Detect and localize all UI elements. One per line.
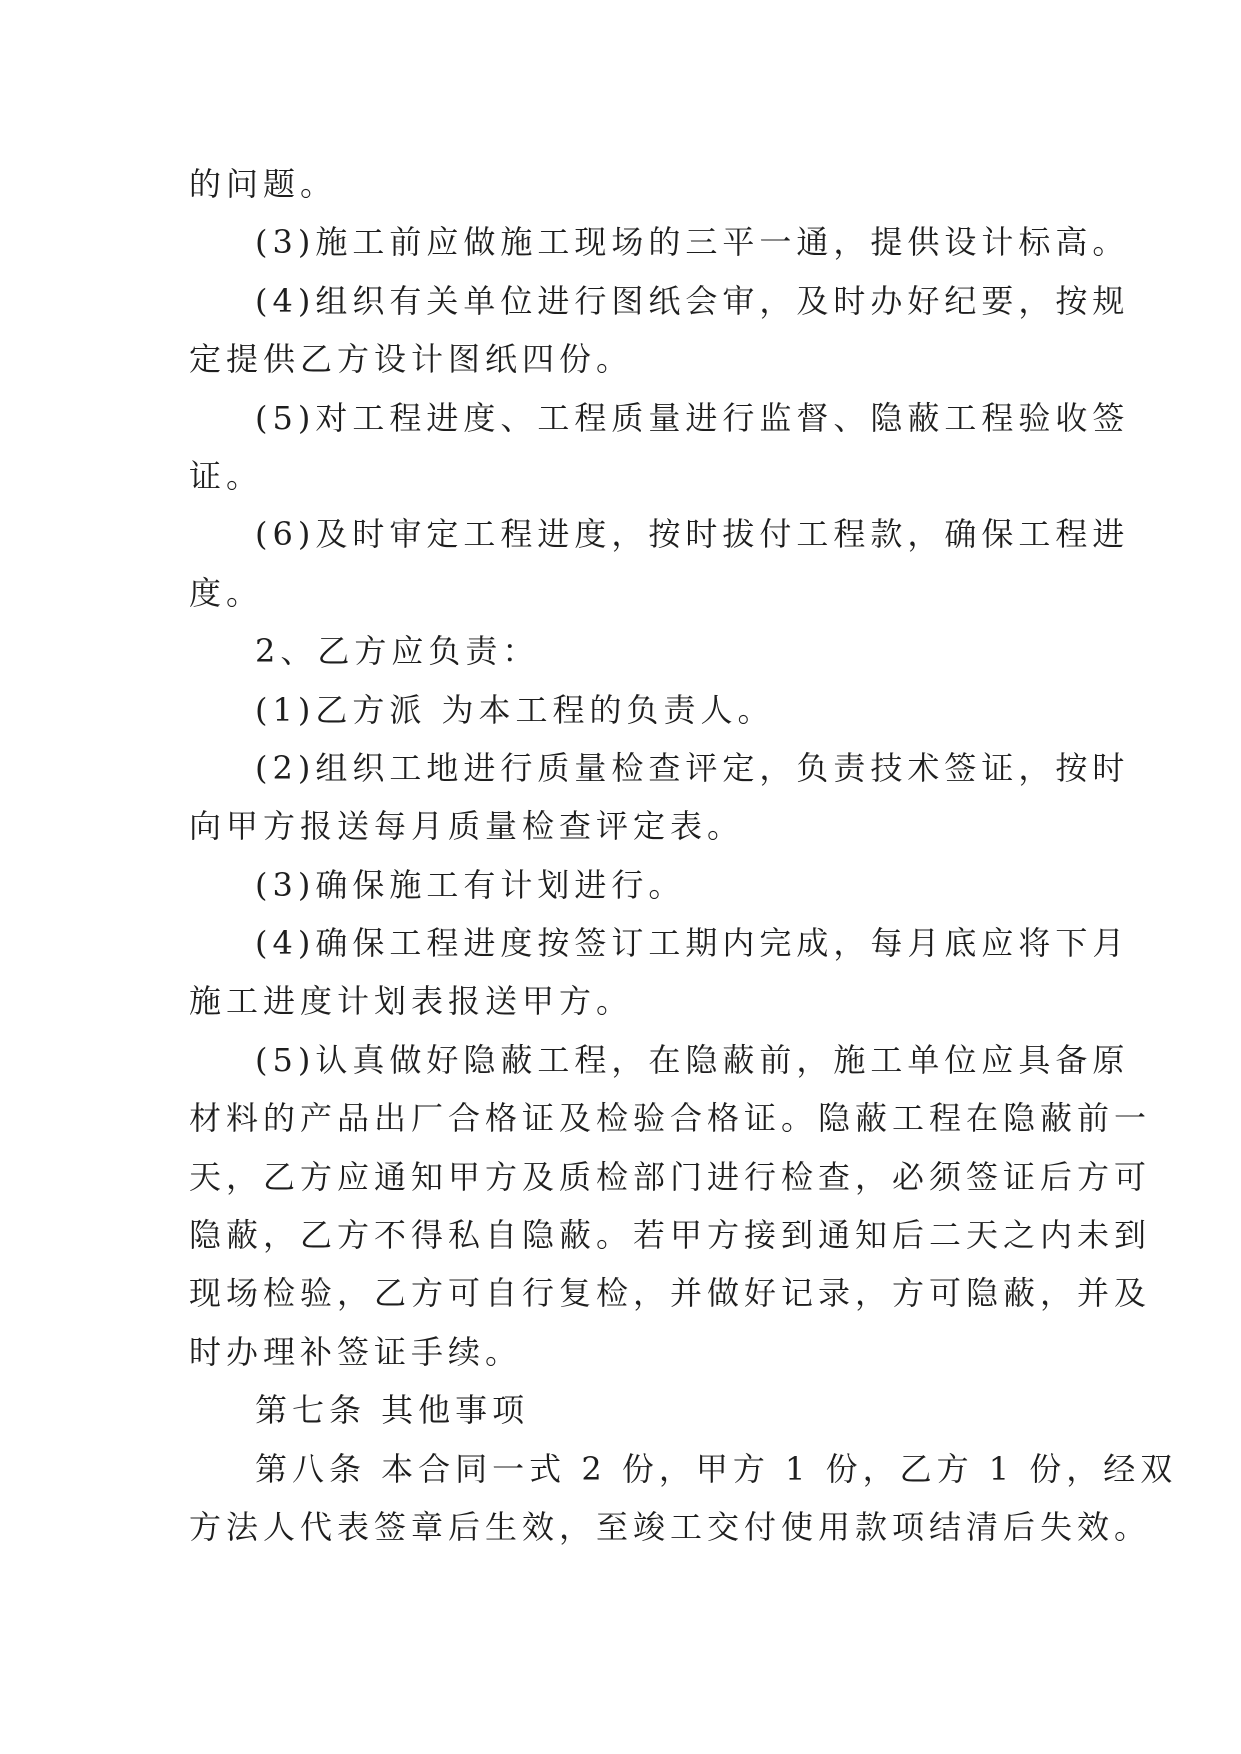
text-line: 施工进度计划表报送甲方。 (189, 982, 634, 1021)
text-line: 定提供乙方设计图纸四份。 (189, 340, 634, 379)
text-line: 向甲方报送每月质量检查评定表。 (189, 807, 745, 846)
text-line: 度。 (189, 573, 264, 612)
text-line: 天，乙方应通知甲方及质检部门进行检查，必须签证后方可 (189, 1157, 1152, 1196)
text-line: 时办理补签证手续。 (189, 1332, 523, 1371)
text-line: 现场检验，乙方可自行复检，并做好记录，方可隐蔽，并及 (189, 1274, 1152, 1313)
text-line: (3)确保施工有计划进行。 (255, 865, 686, 904)
text-line: (2)组织工地进行质量检查评定，负责技术签证，按时 (255, 748, 1130, 787)
text-line: 的问题。 (189, 165, 338, 203)
text-line: (4)组织有关单位进行图纸会审，及时办好纪要，按规 (255, 281, 1130, 320)
text-line: 2、乙方应负责： (255, 632, 540, 671)
text-line: (3)施工前应做施工现场的三平一通，提供设计标高。 (255, 223, 1130, 262)
text-line: 方法人代表签章后生效，至竣工交付使用款项结清后失效。 (189, 1507, 1152, 1546)
text-line: 证。 (189, 456, 264, 495)
text-line: 第七条 其他事项 (255, 1391, 530, 1430)
text-line: 第八条 本合同一式 2 份，甲方 1 份，乙方 1 份，经双 (255, 1449, 1178, 1488)
text-line: (5)认真做好隐蔽工程，在隐蔽前，施工单位应具备原 (255, 1040, 1130, 1079)
text-line: 隐蔽，乙方不得私自隐蔽。若甲方接到通知后二天之内未到 (189, 1216, 1152, 1255)
text-line: (6)及时审定工程进度，按时拔付工程款，确保工程进 (255, 515, 1130, 554)
text-line: (5)对工程进度、工程质量进行监督、隐蔽工程验收签 (255, 398, 1130, 437)
text-line: (1)乙方派 为本工程的负责人。 (255, 690, 775, 729)
text-line: 材料的产品出厂合格证及检验合格证。隐蔽工程在隐蔽前一 (189, 1099, 1152, 1138)
text-line: (4)确保工程进度按签订工期内完成，每月底应将下月 (255, 924, 1130, 963)
document-body (189, 155, 1178, 1556)
